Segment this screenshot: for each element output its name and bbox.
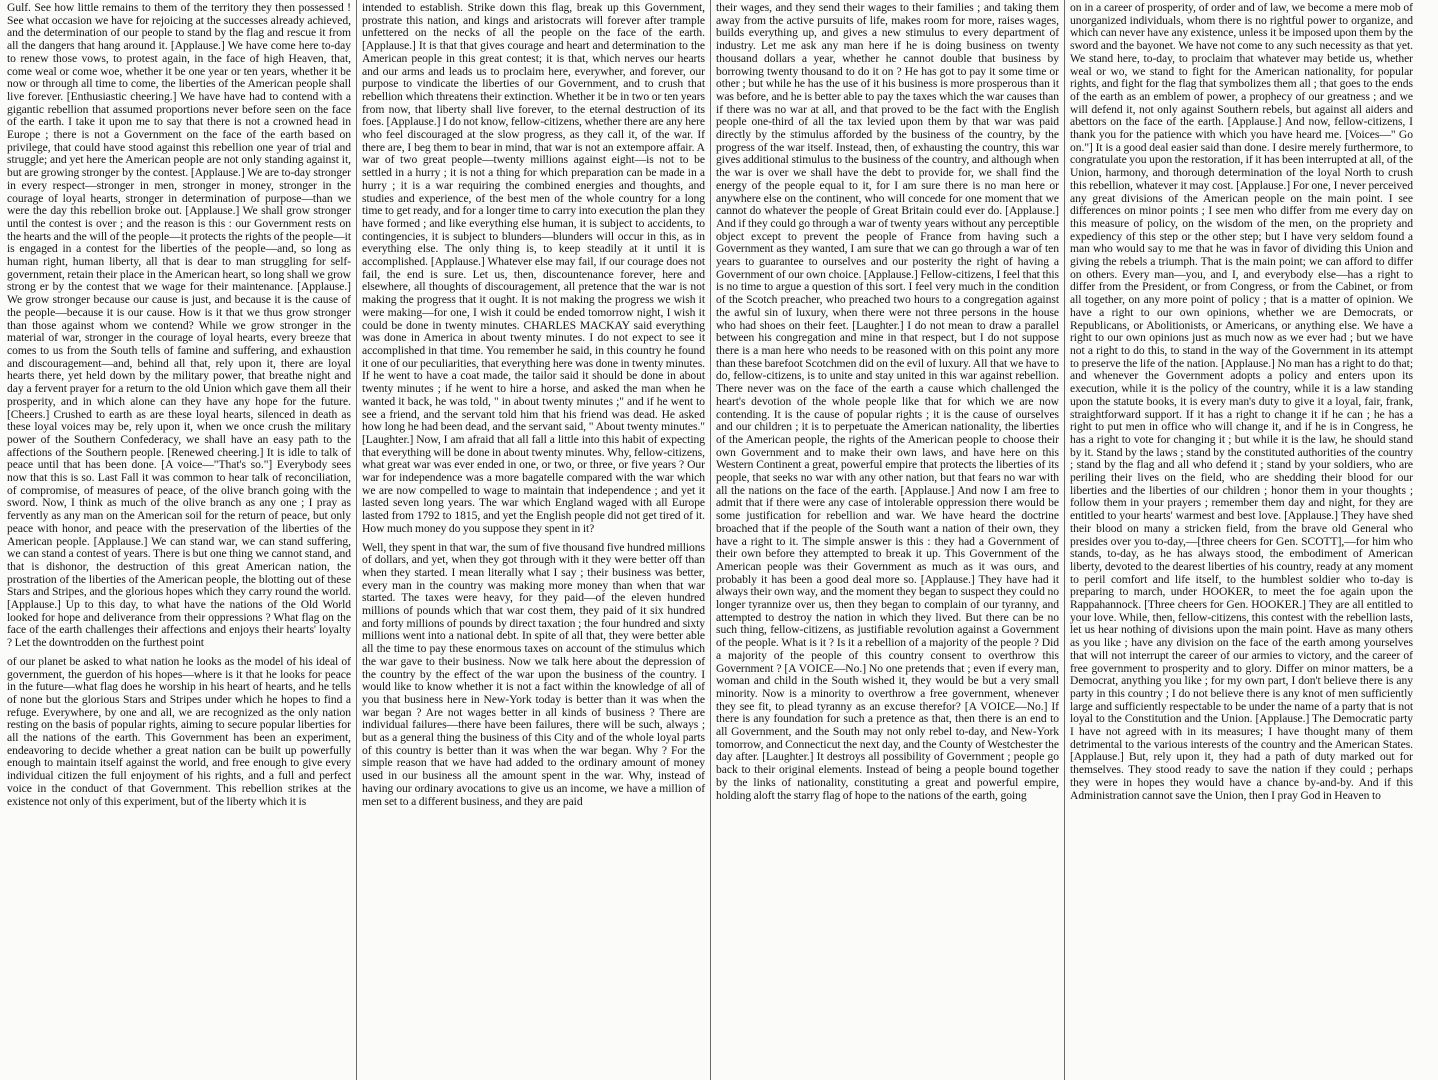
column-3 xyxy=(710,0,1064,1080)
column-2-paragraph-2: Well, they spent in that war, the sum of five thousand five hundred millions of dollars, and yet, when they got through with it they were better off than when they started. I mean literally what I say ; their business was better, every man in the country was making more money than when that war started. The taxes were heavy, for they paid—of the eleven hundred millions of pounds which that war cost them, they paid of it six hundred and forty millions of pounds by direct taxation ; the four hundred and sixty millions went into a national debt. In spite of all that, they were better able all the time to pay these enormous taxes on account of the stimulus which the war gave to their business. Now we talk here about the depression of the country by the effect of the war upon the business of the country. I would like to know whether it is not a fact within the knowledge of all of you that business here in New-York today is better than it was when the war began ? Are not wages better in all kinds of business ? There are individual failures—there have been failures, there will be such, always ; but as a general thing the business of this City and of the whole loyal parts of this country is better than it was when the war began. Why ? For the simple reason that we have had added to the ordinary amount of money used in our business all the amount spent in the war. Why, instead of having our ordinary avocations to give us an income, we have a million of men set to a different business, and they are paid xyxy=(362,540,705,808)
column-3-paragraph-1: their wages, and they send their wages to their families ; and taking them away from the active pursuits of life, makes room for more, raises wages, builds everything up, and gives a new stimulus to every department of industry. Let me ask any man here if he is doing business on twenty thousand dollars a year, whether he cannot double that business by borrowing twenty thousand to do it on ? He has got to pay it some time or other ; but while he has the use of it his business is more prosperous than it was before, and he is better able to pay the taxes which the war causes than if there was no war at all, and that proved to be the fact with the English people one-third of all the tax levied upon them by that war was paid directly by the stimulus afforded by the business of the country, by the progress of the war itself. Instead, then, of exhausting the country, this war gives additional stimulus to the business of the country, and although when the war is over we shall have the debt to provide for, we shall find the energy of the people equal to it, for I am sure there is no man here or anywhere else on the continent, who will concede for one moment that we cannot do whatever the people of Great Britain could ever do. [Applause.] And if they could go through a war of twenty years without any perceptible object except to prevent the people of France from having such a Government as they wanted, I am sure that we can go through a war of ten years to guarantee to ourselves and our posterity the right of having a Government of our own choice. [Applause.] Fellow-citizens, I feel that this is no time to argue a question of this sort. I feel very much in the condition of the Scotch preacher, who preached two hours to a congregation against the awful sin of luxury, when there were not three persons in the house who had shoes on their feet. [Laughter.] I do not mean to draw a parallel between his congregation and mine in that respect, but I do not suppose there is a man here who needs to be reasoned with on this point any more than these barefoot Scotchmen did on the evil of luxury. All that we have to do, fellow-citizens, is to unite and stay united in this war against rebellion. There never was on the face of the earth a cause which challenged the heart's devotion of the whole people like that for which we are now contending. It is the cause of popular rights ; it is the cause of ourselves and our children ; it is to perpetuate the American nationality, the liberties of the American people, the rights of the American people to choose their own Government and to make their own laws, and have here on this Western Continent a great, powerful empire that protects the liberties of its people, that seeks no war with any other nation, but that fears no war with all the nations on the face of the earth. [Applause.] And now I am free to admit that if there were any case of intolerable oppression there would be some justification for rebellion and war. We have heard the doctrine broached that if the people of the South want a nation of their own, they have a right to it. The simple answer is this : they had a Government of their own before they attempted to break it up. This Government of the American people was their Government as much as it was ours, and probably it has been a good deal more so. [Applause.] They have had it always their own way, and the moment they began to suspect they could no longer tyrannize over us, then they began to complain of our tyranny, and attempted to destroy the nation in which they lived. But there can be no such thing, fellow-citizens, as justifiable revolution against a Government of the people. What is it ? Is it a rebellion of a majority of the people ? Did a majority of the people of this country consent to overthrow this Government ? [A VOICE—No.] No one pretends that ; even if every man, woman and child in the South wished it, they would be but a very small minority. Now is a minority to overthrow a free government, whenever they see fit, to plead tyranny as an excuse therefor? [A VOICE—No.] If there is any foundation for such a pretence as that, then there is an end to all Government, and the South may not only rebel to-day, and New-York tomorrow, and Connecticut the next day, and the County of Westchester the day after. [Laughter.] It destroys all possibility of Government ; people go back to their original elements. Instead of being a people bound together by the links of nationality, constituting a great and powerful empire, holding aloft the starry flag of hope to the nations of the earth, going xyxy=(716,1,1059,802)
column-4-paragraph-1: on in a career of prosperity, of order and of law, we become a mere mob of unorganized individuals, whom there is no rightful power to organize, and which can never have any existence, unless it be imposed upon them by the sword and the bayonet. We have not come to any such necessity as that yet. We stand here, to-day, to proclaim that whatever may betide us, whether weal or wo, we stand to fight for the American nationality, for popular rights, and fight for the flag that symbolizes them all ; that goes to the ends of the earth as an emblem of power, a prophecy of our greatness ; and we will defend it, not only against Southern rebels, but against all aiders and abettors on the face of the earth. [Applause.] And now, fellow-citizens, I thank you for the patience with which you have heard me. [Voices—" Go on."] It is a good deal easier said than done. I desire merely furthermore, to congratulate you upon the restoration, if it has been interrupted at all, of the Union, harmony, and thorough determination of the loyal North to crush this rebellion, whatever it may cost. [Applause.] For one, I never perceived any great divisions of the American people on the main point. I see differences on minor points ; I see men who differ from me every day on this measure of policy, on the wisdom of the men, on the propriety and expediency of this step or the other step; but I have very seldom found a man who would say to me that he was in favor of dividing this Union and giving the rebels a triumph. That is the main point; we can afford to differ on others. Every man—you, and I, and everybody else—has a right to differ from the President, or from Congress, or from the Cabinet, or from all together, on any more point of policy ; that is a matter of opinion. We have a right to our own opinions, whether we are Democrats, or Republicans, or Abolitionists, or Americans, or anything else. We have a right to our own opinions just as much now as we ever had ; but we have not a right to do this, to stand in the way of the Government in its attempt to preserve the life of the nation. [Applause.] No man has a right to do that; and whenever the Government adopts a policy and enters upon its execution, while it is the policy of the country, while it is a law standing upon the statute books, it is every man's duty to give it a loyal, fair, frank, straightforward support. If it has a right to change it if he can ; he has a right to put men in office who will change it, and if he is in Congress, he has a right to vote for changing it ; but while it is the law, he should stand by it. Stand by the laws ; stand by the constituted authorities of the country ; stand by the flag and all who defend it ; stand by your soldiers, who are periling their lives on the field, who are shedding their blood for our liberties and the liberties of our children ; honor them in your thoughts ; follow them in your prayers ; remember them day and night, for they are entitled to your hearts' warmest and best love. [Applause.] They have shed their blood on many a stricken field, from the brave old General who presides over you to-day,—[three cheers for Gen. SCOTT],—for him who stands, to-day, as he has always stood, the embodiment of American liberty, devoted to the dearest liberties of his country, ready at any moment to peril comfort and life itself, to the humblest soldier who to-day is preparing to march, under HOOKER, to meet the foe again upon the Rappahannock. [Three cheers for Gen. HOOKER.] They are all entitled to your love. While, then, fellow-citizens, this contest with the rebellion lasts, let us hear nothing of divisions upon the main point. Have as many others as you like ; have any division on the face of the earth among yourselves that will not interrupt the career of our armies to victory, and the career of free government to prosperity and to glory. Differ on minor matters, be a Democrat, anything you like ; for my own part, I don't believe there is any party in this country ; I do not believe there is any knot of men sufficiently large and sufficiently respectable to be under the name of a party that is not loyal to the Constitution and the Union. [Applause.] The Democratic party I have not agreed with in its measures; I have thought many of them detrimental to the various interests of the country and the American States. [Applause.] But, rely upon it, they had a path of duty marked out for themselves. They stood ready to save the nation if they could ; perhaps they were in hopes they would have a chance by-and-by. And if this Administration cannot save the Union, then I pray God in Heaven to xyxy=(1070,1,1413,802)
column-4 xyxy=(1064,0,1418,1080)
column-1 xyxy=(2,0,356,1080)
column-1-paragraph-2: of our planet be asked to what nation he looks as the model of his ideal of government, the guerdon of his hopes—where is it that he looks for peace in the future—what flag does he worship in his heart of hearts, and he tells of none but the glorious Stars and Stripes under which he hopes to find a refuge. Everywhere, by one and all, we are recognized as the only nation resting on the basis of popular rights, aiming to secure popular liberties for all the nations of the earth. This Government has been an experiment, endeavoring to decide whether a great nation can be built up powerfully enough to maintain itself against the world, and free enough to give every individual citizen the full enjoyment of his rights, and a full and perfect voice in the conduct of that Government. This rebellion strikes at the existence not only of this experiment, but of the liberty which it is xyxy=(7,654,351,808)
column-2 xyxy=(356,0,710,1080)
column-1-paragraph-1: Gulf. See how little remains to them of the territory they then possessed ! See what occasion we have for rejoicing at the successes already achieved, and the determination of our people to stand by the flag and rescue it from all the dangers that hang around it. [Applause.] We have come here to-day to renew those vows, to protest again, in the face of high Heaven, that, come weal or come woe, whether it be one year or ten years, whether it be now or through all time to come, the liberties of the American people shall live forever. [Enthusiastic cheering.] We have have had to contend with a gigantic rebellion that assumed proportions never before seen on the face of the earth. I take it upon me to say that there is not a crowned head in Europe ; there is not a Government on the face of the earth based on privilege, that could have stood against this rebellion one year of trial and struggle; and yet here the American people are not only standing against it, but are growing stronger by the contest. [Applause.] We are to-day stronger in every respect—stronger in men, stronger in money, stronger in the courage of loyal hearts, stronger in determination of purpose—than we were the day this rebellion broke out. [Applause.] We shall grow stronger until the contest is over ; and the reason is this : our Government rests on the hearts and the will of the people—it protects the rights of the people—it is engaged in a contest for the liberties of the people—and, so long as human right, human liberty, all that is dear to man struggling for self-government, retain their place in the American heart, so long shall we grow strong er by the contest that we wage for their maintenance. [Applause.] We grow stronger because our cause is just, and because it is the cause of the people—because it is our cause. How is it that we thus grow stronger than those against whom we contend? While we grow stronger in the material of war, stronger in the courage of loyal hearts, every breeze that comes to us from the South tells of famine and suffering, and exhaustion and discouragement—and, behind all that, rely upon it, there are loyal hearts there, yet held down by the military power, that breathe night and day a fervent prayer for a return to the old Union which gave them all their prosperity, and in which alone can they have any hope for the future. [Cheers.] Crushed to earth as are these loyal hearts, silenced in death as these loyal voices may be, rely upon it, when we once crush the military power of the Southern Confederacy, we shall have an easy path to the affections of the Southern people. [Renewed cheering.] It is idle to talk of peace until that has been done. [A voice—"That's so."] Everybody sees now that this is so. Last Fall it was common to hear talk of reconciliation, of compromise, of measures of peace, of the olive branch going with the sword. Now, I think as much of the olive branch as any one ; I pray as fervently as any man on the American soil for the return of peace, but only peace with honor, and peace with the preservation of the liberties of the American people. [Applause.] We can stand war, we can stand suffering, we can stand a contest of years. There is but one thing we cannot stand, and that is dishonor, the destruction of this great American nation, the prostration of the liberties of the American people, the blotting out of these Stars and Stripes, and the glorious hopes which they carry round the world. [Applause.] Up to this day, to what have the nations of the Old World looked for hope and deliverance from their oppressions ? What flag on the face of the earth challenges their affections and enjoys their hearts' loyalty ? Let the downtrodden on the furthest point xyxy=(7,1,351,650)
column-2-paragraph-1: intended to establish. Strike down this flag, break up this Government, prostrate this nation, and kings and aristocrats will forever after trample unfettered on the necks of all the people on the face of the earth. [Applause.] It is that that gives courage and heart and determination to the American people in this great contest; it is that, which nerves our hearts and our arms and leads us to proclaim here, everywher, and forever, our purpose to vindicate the liberties of our Government, and to crush that rebellion which threatens their extinction. Whether it be in two or ten years from now, that liberty shall live forever, to the eternal destruction of its foes. [Applause.] I do not know, fellow-citizens, whether there are any here who feel discouraged at the slow progress, as they call it, of the war. If there are, I beg them to bear in mind, that war is not an extempore affair. A war of two great people—twenty millions against eight—is not to be settled in a hurry ; it is not a thing for which preparation can be made in a hurry ; it is a war requiring the combined energies and thoughts, and studies and experience, of the best men of the whole country for a long time to get ready, and for a longer time to carry into execution the plan they have formed ; and like everything else human, it is subject to accidents, to contingencies, it is subject to blunders—blunders will occur in this, as in everything else. The only thing is, to keep steadily at it until it is accomplished. [Applause.] Whatever else may fail, if our courage does not fail, the end is sure. Let us, then, discountenance forever, here and elsewhere, all thoughts of discouragement, all pretence that the war is not making the progress that it ought. It is not making the progress we wish it were making—for one, I wish it could be ended tomorrow night, I wish it could be done in twenty minutes. CHARLES MACKAY said everything was done in America in about twenty minutes. I do not expect to see it accomplished in that time. You remember he said, in this country he found it one of our peculiarities, that everything here was done in twenty minutes. If he went to have a coat made, the tailor said it should be done in about twenty minutes ; if he went to hire a horse, and asked the man when he wanted it back, he was told, " in about twenty minutes ;" and if he went to see a friend, and the servant told him that his friend was dead. He asked how long he had been dead, and the servant said, " About twenty minutes." [Laughter.] Now, I am afraid that all fall a little into this habit of expecting that everything will be done in about twenty minutes. Why, fellow-citizens, what great war was ever ended in one, or two, or three, or five years ? Our war for independence was a more bagatelle compared with the war which we are now compelled to wage to maintain that independence ; and yet it lasted seven long years. The war which England waged with all Europe lasted from 1792 to 1815, and yet the English people did not get tired of it. How much money do you suppose they spent in it? xyxy=(362,1,705,535)
